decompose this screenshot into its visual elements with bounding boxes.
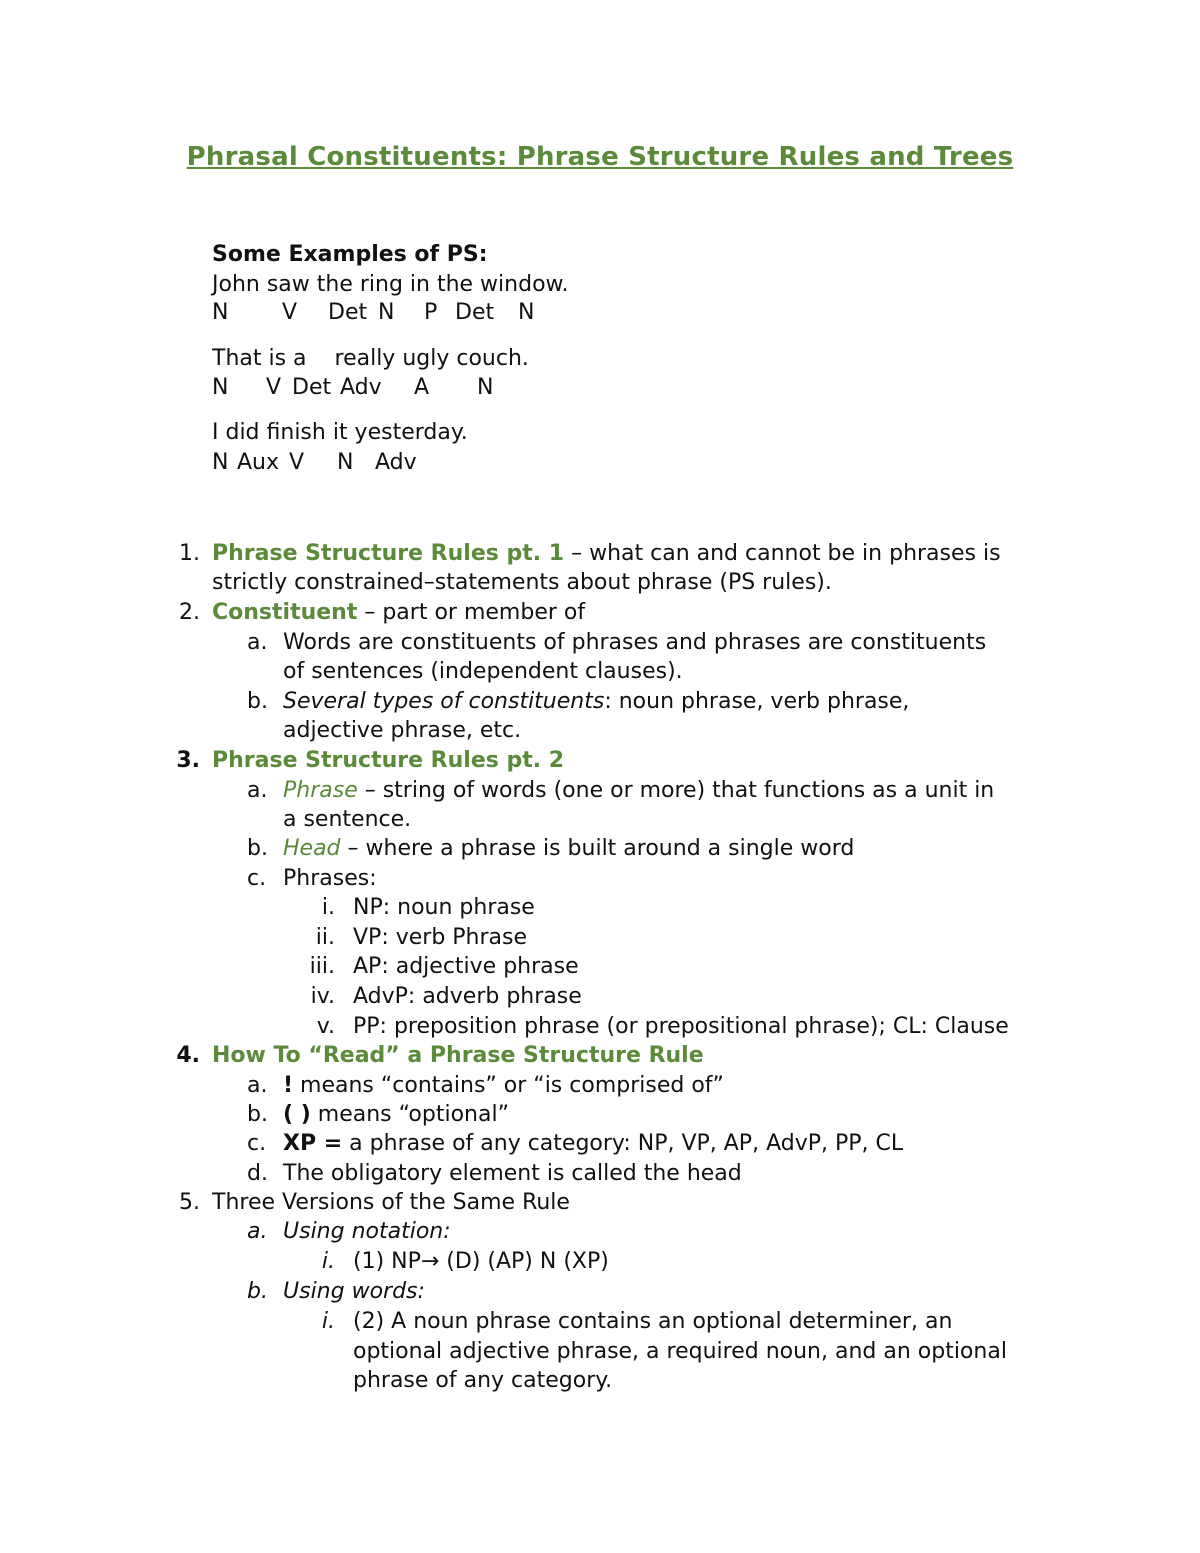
term: Head bbox=[283, 836, 341, 861]
pos-tag: N bbox=[378, 300, 395, 325]
pos-tag: N bbox=[337, 450, 354, 475]
sub-item: Using notation: bbox=[283, 1219, 451, 1244]
definition: – what can and cannot be in phrases is bbox=[564, 541, 1001, 566]
term: Phrase Structure Rules pt. 1 bbox=[212, 541, 565, 566]
sub-letter: c. bbox=[247, 866, 267, 891]
sub-item bbox=[283, 1071, 724, 1101]
pos-tag: Aux bbox=[237, 450, 280, 475]
pos-tag: P bbox=[424, 300, 438, 325]
sub-letter: b. bbox=[247, 689, 268, 714]
phrase-type: AP: adjective phrase bbox=[353, 954, 579, 979]
pos-tag: V bbox=[289, 450, 305, 475]
sub-item bbox=[283, 834, 854, 864]
list-number: 2. bbox=[179, 600, 200, 625]
roman-numeral: i. bbox=[321, 1249, 335, 1274]
example-sentence: That is a really ugly couch. bbox=[212, 346, 529, 371]
sub-item: Words are constituents of phrases and phrases are constituents bbox=[283, 630, 987, 655]
sub-letter: d. bbox=[247, 1161, 268, 1186]
sub-item-text: a phrase of any category: NP, VP, AP, AdvP, PP, CL bbox=[342, 1131, 904, 1156]
pos-tag: N bbox=[477, 375, 494, 400]
page-title: Phrasal Constituents: Phrase Structure Rules and Trees bbox=[186, 142, 1014, 172]
sub-item-continuation: of sentences (independent clauses). bbox=[283, 659, 683, 684]
phrase-type: NP: noun phrase bbox=[353, 895, 535, 920]
list-item bbox=[212, 598, 585, 628]
roman-numeral: iv. bbox=[310, 984, 335, 1009]
sub-item bbox=[283, 776, 994, 806]
rule-words-continuation: optional adjective phrase, a required noun, and an optional bbox=[353, 1339, 1007, 1364]
roman-numeral: iii. bbox=[309, 954, 335, 979]
pos-tag: Adv bbox=[340, 375, 382, 400]
sub-item: Phrases: bbox=[283, 866, 377, 891]
sub-item: The obligatory element is called the head bbox=[283, 1161, 742, 1186]
examples-heading: Some Examples of PS: bbox=[212, 242, 488, 267]
sub-letter: a. bbox=[247, 778, 268, 803]
symbol: ( ) bbox=[283, 1102, 311, 1127]
pos-tag: N bbox=[518, 300, 535, 325]
list-item-heading: How To “Read” a Phrase Structure Rule bbox=[212, 1043, 704, 1068]
term: Constituent bbox=[212, 600, 358, 625]
example-sentence: John saw the ring in the window. bbox=[212, 272, 569, 297]
sub-letter: a. bbox=[247, 1219, 268, 1244]
definition: – part or member of bbox=[357, 600, 586, 625]
sub-letter: b. bbox=[247, 1102, 268, 1127]
sub-letter: b. bbox=[247, 1279, 268, 1304]
rule-words-continuation: phrase of any category. bbox=[353, 1368, 613, 1393]
list-item bbox=[212, 539, 1001, 569]
sub-item-text: means “contains” or “is comprised of” bbox=[293, 1073, 724, 1098]
sub-letter: c. bbox=[247, 1131, 267, 1156]
example-sentence: I did finish it yesterday. bbox=[212, 420, 468, 445]
symbol: XP = bbox=[283, 1131, 343, 1156]
pos-tag: Adv bbox=[375, 450, 417, 475]
sub-item-continuation: adjective phrase, etc. bbox=[283, 718, 522, 743]
list-number: 5. bbox=[179, 1190, 200, 1215]
pos-tag: Det bbox=[292, 375, 332, 400]
sub-item bbox=[283, 1129, 903, 1159]
list-number: 3. bbox=[176, 748, 200, 773]
sub-item-text: : noun phrase, verb phrase, bbox=[604, 689, 910, 714]
sub-item bbox=[283, 1100, 509, 1130]
sub-letter: a. bbox=[247, 630, 268, 655]
symbol: ! bbox=[283, 1073, 294, 1098]
roman-numeral: i. bbox=[321, 895, 335, 920]
pos-tag: N bbox=[212, 300, 229, 325]
pos-tag: N bbox=[212, 450, 229, 475]
pos-tag: V bbox=[266, 375, 282, 400]
term: Phrase bbox=[283, 778, 358, 803]
list-item-heading: Phrase Structure Rules pt. 2 bbox=[212, 748, 565, 773]
sub-letter: b. bbox=[247, 836, 268, 861]
sub-letter: a. bbox=[247, 1073, 268, 1098]
phrase-type: AdvP: adverb phrase bbox=[353, 984, 582, 1009]
pos-tag: Det bbox=[328, 300, 368, 325]
roman-numeral: ii. bbox=[315, 925, 335, 950]
pos-tag: Det bbox=[455, 300, 495, 325]
roman-numeral: v. bbox=[316, 1014, 335, 1039]
sub-item bbox=[283, 687, 909, 717]
sub-item-text: means “optional” bbox=[310, 1102, 509, 1127]
pos-tag: V bbox=[282, 300, 298, 325]
rule-notation: (1) NP→ (D) (AP) N (XP) bbox=[353, 1249, 609, 1274]
list-item-continuation: strictly constrained–statements about phrase (PS rules). bbox=[212, 570, 832, 595]
sub-item-continuation: a sentence. bbox=[283, 807, 412, 832]
rule-words: (2) A noun phrase contains an optional determiner, an bbox=[353, 1309, 953, 1334]
sub-item-text: – string of words (one or more) that functions as a unit in bbox=[357, 778, 995, 803]
sub-item-text: – where a phrase is built around a single word bbox=[340, 836, 855, 861]
pos-tag: A bbox=[414, 375, 430, 400]
roman-numeral: i. bbox=[321, 1309, 335, 1334]
sub-item: Using words: bbox=[283, 1279, 425, 1304]
list-number: 4. bbox=[176, 1043, 200, 1068]
pos-tag: N bbox=[212, 375, 229, 400]
list-number: 1. bbox=[179, 541, 200, 566]
phrase-type: VP: verb Phrase bbox=[353, 925, 528, 950]
italic-term: Several types of constituents bbox=[283, 689, 605, 714]
phrase-type: PP: preposition phrase (or prepositional phrase); CL: Clause bbox=[353, 1014, 1009, 1039]
list-item: Three Versions of the Same Rule bbox=[212, 1190, 570, 1215]
